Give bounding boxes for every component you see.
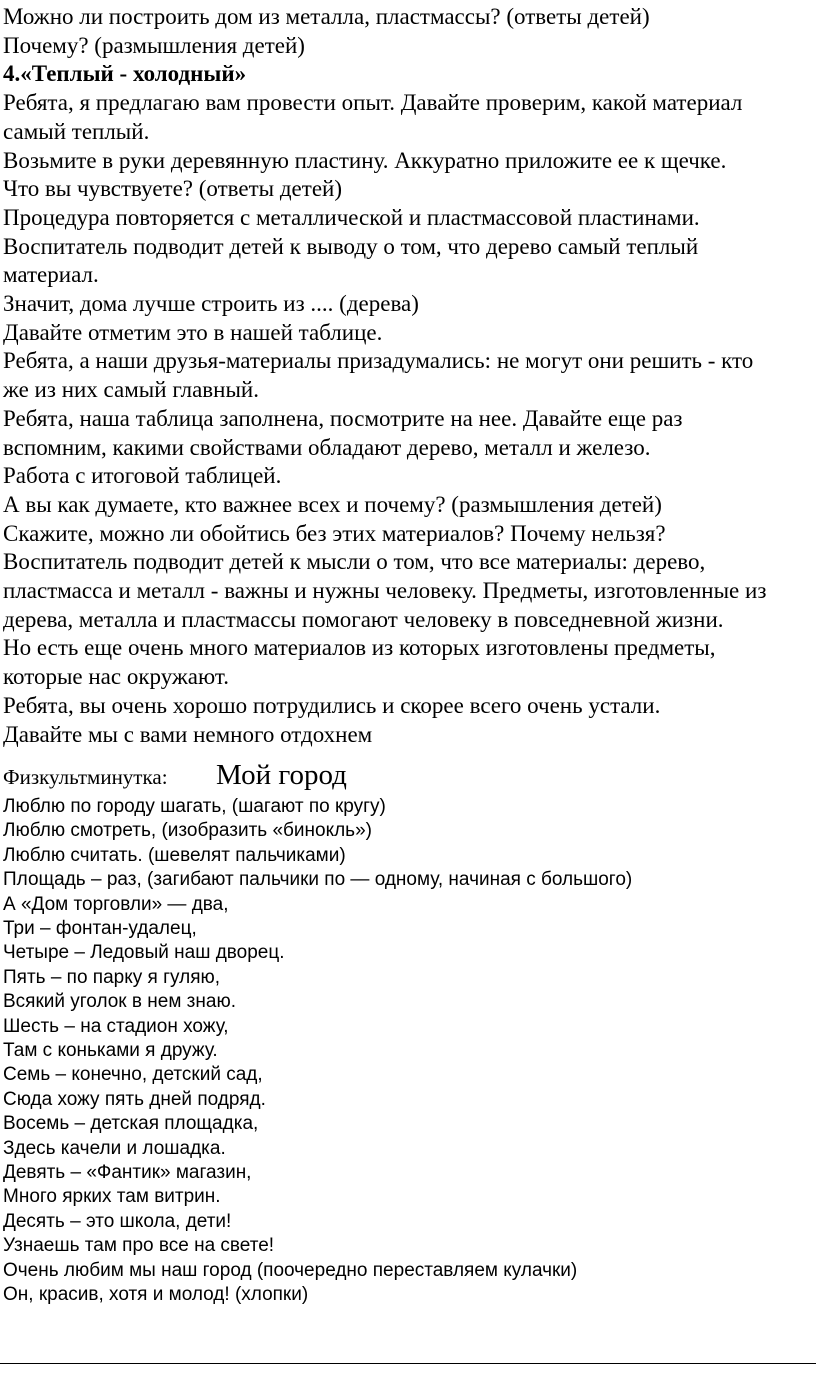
poem-line: Восемь – детская площадка, [3,1113,259,1135]
poem-line: Люблю считать. (шевелят пальчиками) [3,844,346,866]
text-line: Что вы чувствуете? (ответы детей) [3,176,342,202]
text-line: Давайте мы с вами немного отдохнем [3,721,373,747]
poem-line: Четыре – Ледовый наш дворец. [3,942,285,964]
text-line: вспомним, какими свойствами обладают дерево, металл и железо. [3,434,651,460]
poem-line: Девять – «Фантик» магазин, [3,1162,252,1183]
poem-line: А «Дом торговли» — два, [3,893,229,915]
text-line: Ребята, а наши друзья-материалы призадумались: не могут они решить - кто [3,348,754,374]
text-line: Работа с итоговой таблицей. [3,463,282,489]
poem-line: Пять – по парку я гуляю, [3,966,221,988]
poem-line: Площадь – раз, (загибают пальчики по — одному, начиная с большого) [3,869,633,891]
poem-line: Всякий уголок в нем знаю. [3,991,236,1013]
poem-line: Там с коньками я дружу. [3,1040,218,1061]
text-line: Процедура повторяется с металлической и пластмассовой пластинами. [3,204,700,230]
text-line: А вы как думаете, кто важнее всех и почему? (размышления детей) [3,491,662,517]
fizkultminutka-label: Физкультминутка: [3,765,168,789]
text-line: Скажите, можно ли обойтись без этих материалов? Почему нельзя? [3,520,666,546]
text-line: же из них самый главный. [3,377,259,403]
poem-line: Три – фонтан-удалец, [3,918,197,939]
poem-line: Люблю смотреть, (изобразить «бинокль») [3,820,372,842]
poem-title: Мой город [216,759,347,791]
page-divider [0,1363,816,1364]
poem-line: Много ярких там витрин. [3,1186,221,1208]
poem-line: Сюда хожу пять дней подряд. [3,1088,266,1110]
text-line: материал. [3,262,99,288]
text-line: Но есть еще очень много материалов из которых изготовлены предметы, [3,635,716,661]
poem-line: Узнаешь там про все на свете! [3,1235,275,1257]
poem-line: Здесь качели и лошадка. [3,1137,226,1159]
poem-line: Шесть – на стадион хожу, [3,1015,229,1037]
text-line: пластмасса и металл - важны и нужны человеку. Предметы, изготовленные из [3,578,767,603]
text-line: самый теплый. [3,118,150,144]
text-line: которые нас окружают. [3,664,229,690]
text-line: Ребята, вы очень хорошо потрудились и скорее всего очень устали. [3,692,661,718]
text-line: Почему? (размышления детей) [3,32,305,58]
section-heading: 4.«Теплый - холодный» [3,61,247,87]
text-line: дерева, металла и пластмассы помогают человеку в повседневной жизни. [3,606,724,632]
text-line: Воспитатель подводит детей к мысли о том, что все материалы: дерево, [3,549,706,575]
text-line: Можно ли построить дом из металла, пластмассы? (ответы детей) [3,4,650,29]
text-line: Ребята, я предлагаю вам провести опыт. Давайте проверим, какой материал [3,90,743,116]
poem-line: Десять – это школа, дети! [3,1210,232,1232]
poem-line: Семь – конечно, детский сад, [3,1064,263,1086]
poem-line: Он, красив, хотя и молод! (хлопки) [3,1284,309,1305]
poem-line: Очень любим мы наш город (поочередно переставляем кулачки) [3,1259,578,1281]
poem-line: Люблю по городу шагать, (шагают по кругу) [3,796,386,817]
text-line: Воспитатель подводит детей к выводу о том, что дерево самый теплый [3,233,699,259]
text-line: Возьмите в руки деревянную пластину. Аккуратно приложите ее к щечке. [3,147,727,173]
text-line: Давайте отметим это в нашей таблице. [3,319,383,345]
text-line: Значит, дома лучше строить из .... (дерева) [3,291,419,316]
text-line: Ребята, наша таблица заполнена, посмотрите на нее. Давайте еще раз [3,405,683,431]
